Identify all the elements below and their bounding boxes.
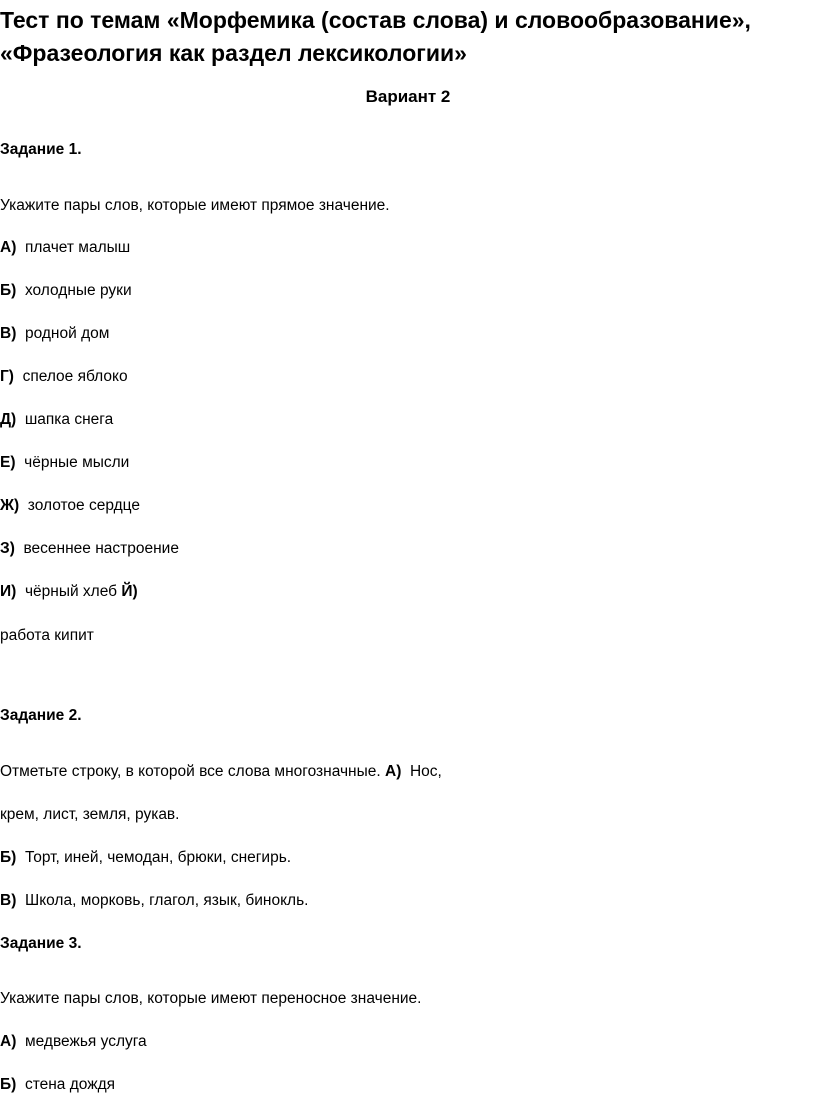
task2-option (0, 848, 291, 868)
task1-option (0, 453, 129, 473)
task3-option (0, 1032, 147, 1052)
option-text: родной дом (24, 325, 110, 342)
option-text: спелое яблоко (22, 368, 128, 385)
task1-option-last-text: работа кипит (0, 627, 94, 644)
document-title (0, 4, 812, 70)
option-text: стена дождя (24, 1076, 116, 1093)
task2-heading: Задание 2. (0, 707, 82, 724)
option-letter: Ж) (0, 497, 20, 514)
task1-option (0, 281, 132, 301)
task2-question-line (0, 762, 442, 782)
title-line-2: «Фразеология как раздел лексикологии» (0, 40, 467, 66)
task1-question: Укажите пары слов, которые имеют прямое значение. (0, 197, 390, 214)
option-letter: В) (0, 325, 17, 342)
task3-question: Укажите пары слов, которые имеют переносное значение. (0, 990, 422, 1007)
option-text: чёрные мысли (24, 454, 130, 471)
task1-option (0, 496, 140, 516)
option-text: Школа, морковь, глагол, язык, бинокль. (24, 892, 309, 909)
option-text: чёрный хлеб (24, 583, 118, 600)
variant-heading: Вариант 2 (365, 87, 451, 106)
task1-option (0, 582, 138, 602)
task1-option (0, 367, 128, 387)
task2-question: Отметьте строку, в которой все слова многозначные. (0, 763, 381, 780)
task2-option (0, 891, 308, 911)
task3-option (0, 1075, 115, 1095)
option-text: весеннее настроение (23, 540, 179, 557)
option-letter: А) (0, 239, 17, 256)
option-letter: И) (0, 583, 17, 600)
task1-option (0, 324, 109, 344)
option-letter: Б) (0, 282, 17, 299)
option-text: Нос, (409, 763, 442, 780)
option-letter: Б) (0, 849, 17, 866)
option-letter: Е) (0, 454, 16, 471)
title-line-1: Тест по темам «Морфемика (состав слова) и словообразование», (0, 7, 751, 33)
option-letter: В) (0, 892, 17, 909)
task1-option (0, 410, 113, 430)
option-letter: Г) (0, 368, 14, 385)
option-text: золотое сердце (27, 497, 140, 514)
option-text: Торт, иней, чемодан, брюки, снегирь. (24, 849, 292, 866)
task3-heading: Задание 3. (0, 935, 82, 952)
option-letter: З) (0, 540, 15, 557)
option-text: холодные руки (24, 282, 132, 299)
option-letter: А) (0, 1033, 17, 1050)
option-text: медвежья услуга (24, 1033, 147, 1050)
option-letter: Й) (121, 583, 138, 600)
option-letter: Д) (0, 411, 17, 428)
task1-option (0, 238, 130, 258)
task1-option (0, 539, 179, 559)
task1-heading: Задание 1. (0, 141, 82, 158)
task2-option-a-continuation: крем, лист, земля, рукав. (0, 806, 180, 823)
option-text: шапка снега (24, 411, 114, 428)
option-letter: Б) (0, 1076, 17, 1093)
option-letter: А) (385, 763, 402, 780)
option-text: плачет малыш (24, 239, 131, 256)
